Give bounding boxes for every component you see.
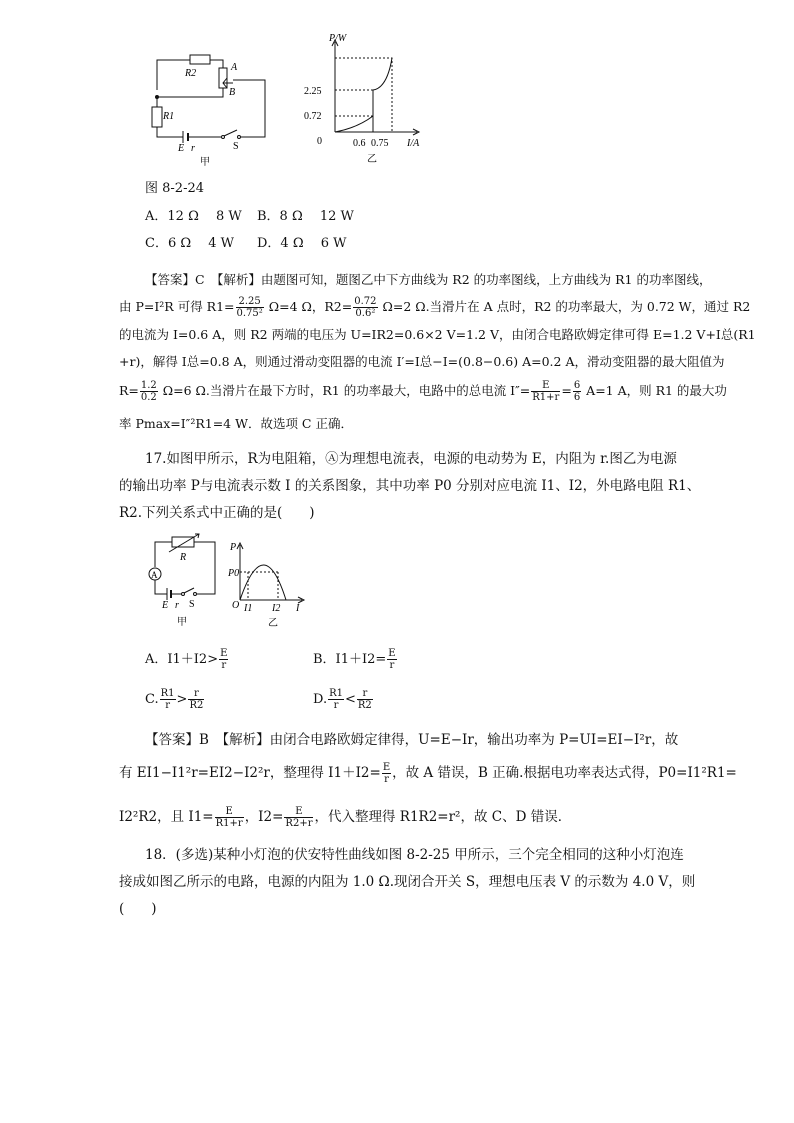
label-E: E	[178, 143, 185, 154]
q17-option-a: A．I1＋I2> $\frac{E}{r}$	[145, 648, 228, 671]
q17-stem-line1: 17.如图甲所示，R为电阻箱，Ⓐ为理想电流表，电源的电动势为 E，内阻为 r.图乙为电源	[145, 451, 677, 467]
label-S: S	[189, 599, 195, 610]
q17-answer-line1: 【答案】B 【解析】由闭合电路欧姆定律得，U=E−Ir，输出功率为 P=UI=EI−I²r，故	[145, 732, 679, 748]
fraction: $\frac{0.72}{\text{0.6²}}$	[354, 296, 377, 319]
label-origin: 0	[317, 136, 322, 147]
fraction: $\frac{2.25}{\text{0.75²}}$	[236, 296, 263, 319]
q17-power-graph	[228, 540, 308, 630]
q18-stem-line3: ( )	[119, 901, 157, 917]
caption-jia: 甲	[177, 617, 187, 627]
fraction: $\frac{E}{R1+r}$	[532, 380, 560, 403]
q17-stem-line3: R2.下列关系式中正确的是( )	[119, 505, 315, 521]
fraction: $\frac{1.2}{0.2}$	[140, 380, 157, 403]
label-R2: R2	[185, 68, 197, 79]
q16-power-graph	[295, 32, 430, 172]
q16-answer-line3: 的电流为 I=0.6 A，则 R2 两端的电压为 U=IR2=0.6×2 V=1.2 V，由闭合电路欧姆定律可得 E=1.2 V+I总(R1	[119, 327, 756, 342]
q16-answer-line2: 由 P=I²R 可得 R1= $\frac{2.25}{\text{0.75²}}$ Ω=4 Ω，R2= $\frac{0.72}{\text{0.6²}}$ Ω=2 Ω.当滑片在 A 点时，R2 的功率最大，为 0.72 W，通过 R2	[119, 296, 751, 319]
label-I-axis: I/A	[407, 138, 420, 149]
label-O: O	[232, 600, 240, 611]
q17-answer-line3: I2²R2，且 I1= $\frac{E}{R1+r}$ ，I2= $\frac{E}{R2+r}$ ，代入整理得 R1R2=r²，故 C、D 错误．	[119, 806, 572, 829]
option-b: B．8 Ω 12 W	[257, 209, 354, 224]
label-S: S	[233, 141, 239, 152]
label-I2: I2	[272, 603, 281, 614]
option-d: D．4 Ω 6 W	[257, 236, 347, 251]
option-c: C．6 Ω 4 W	[145, 236, 235, 251]
label-I: I	[296, 603, 300, 614]
label-P0: P0	[228, 568, 240, 579]
caption-jia: 甲	[200, 157, 210, 168]
q18-stem-line1: 18．(多选)某种小灯泡的伏安特性曲线如图 8-2-25 甲所示，三个完全相同的这种小灯泡连	[145, 847, 684, 863]
label-P-axis: P/W	[329, 33, 347, 44]
text: 由 P=I²R 可得 R1=	[119, 299, 235, 314]
tick-2.25: 2.25	[304, 86, 322, 97]
tick-0.75: 0.75	[371, 138, 389, 149]
q17-answer-line2: 有 EI1−I1²r=EI2−I2²r，整理得 I1＋I2= $\frac{E}{r}$ ，故 A 错误，B 正确.根据电功率表达式得，P0=I1²R1=	[119, 762, 737, 785]
q17-option-b: B．I1＋I2= $\frac{E}{r}$	[313, 648, 396, 671]
q17-option-d: D. $\frac{R1}{r}$ < $\frac{r}{R2}$	[313, 688, 372, 711]
tick-0.72: 0.72	[304, 111, 322, 122]
label-r: r	[175, 600, 179, 611]
q17-stem-line2: 的输出功率 P与电流表示数 I 的关系图象，其中功率 P0 分别对应电流 I1、I2，外电路电阻 R1、	[119, 478, 701, 494]
q16-answer-line4: +r)，解得 I总=0.8 A，则通过滑动变阻器的电流 I′=I总−I=(0.8−0.6) A=0.2 A，滑动变阻器的最大阻值为	[119, 354, 725, 369]
q16-answer-line5: R= $\frac{1.2}{0.2}$ Ω=6 Ω.当滑片在最下方时，R1 的功率最大，电路中的总电流 I″= $\frac{E}{R1+r}$ = $\frac{6}{6}$ A=1 A，则 R1 的最大功	[119, 380, 727, 403]
q16-answer-line1: 【答案】C 【解析】由题图可知，题图乙中下方曲线为 R2 的功率图线，上方曲线为 R1 的功率图线，	[145, 272, 712, 287]
q16-circuit-figure	[145, 45, 275, 170]
fraction: $\frac{6}{6}$	[573, 380, 581, 403]
caption-yi: 乙	[367, 154, 377, 165]
label-A: A	[231, 62, 238, 73]
label-ammeter-A: A	[151, 570, 158, 580]
label-E: E	[162, 600, 169, 611]
label-B: B	[229, 87, 236, 98]
caption-yi: 乙	[268, 618, 278, 629]
tick-0.6: 0.6	[353, 138, 366, 149]
label-P: P	[230, 542, 237, 553]
q17-circuit-figure	[145, 532, 225, 627]
q17-option-c: C. $\frac{R1}{r}$ > $\frac{r}{R2}$	[145, 688, 204, 711]
q16-answer-line6: 率 Pmax=I″²R1=4 W．故选项 C 正确．	[119, 416, 353, 431]
q18-stem-line2: 接成如图乙所示的电路，电源的内阻为 1.0 Ω.现闭合开关 S，理想电压表 V 的示数为 4.0 V，则	[119, 874, 696, 890]
label-I1: I1	[244, 603, 253, 614]
label-r: r	[191, 143, 195, 154]
option-a: A．12 Ω 8 W	[145, 209, 242, 224]
label-R1: R1	[163, 111, 175, 122]
figure-label: 图 8-2-24	[145, 181, 205, 196]
label-R: R	[180, 552, 187, 563]
